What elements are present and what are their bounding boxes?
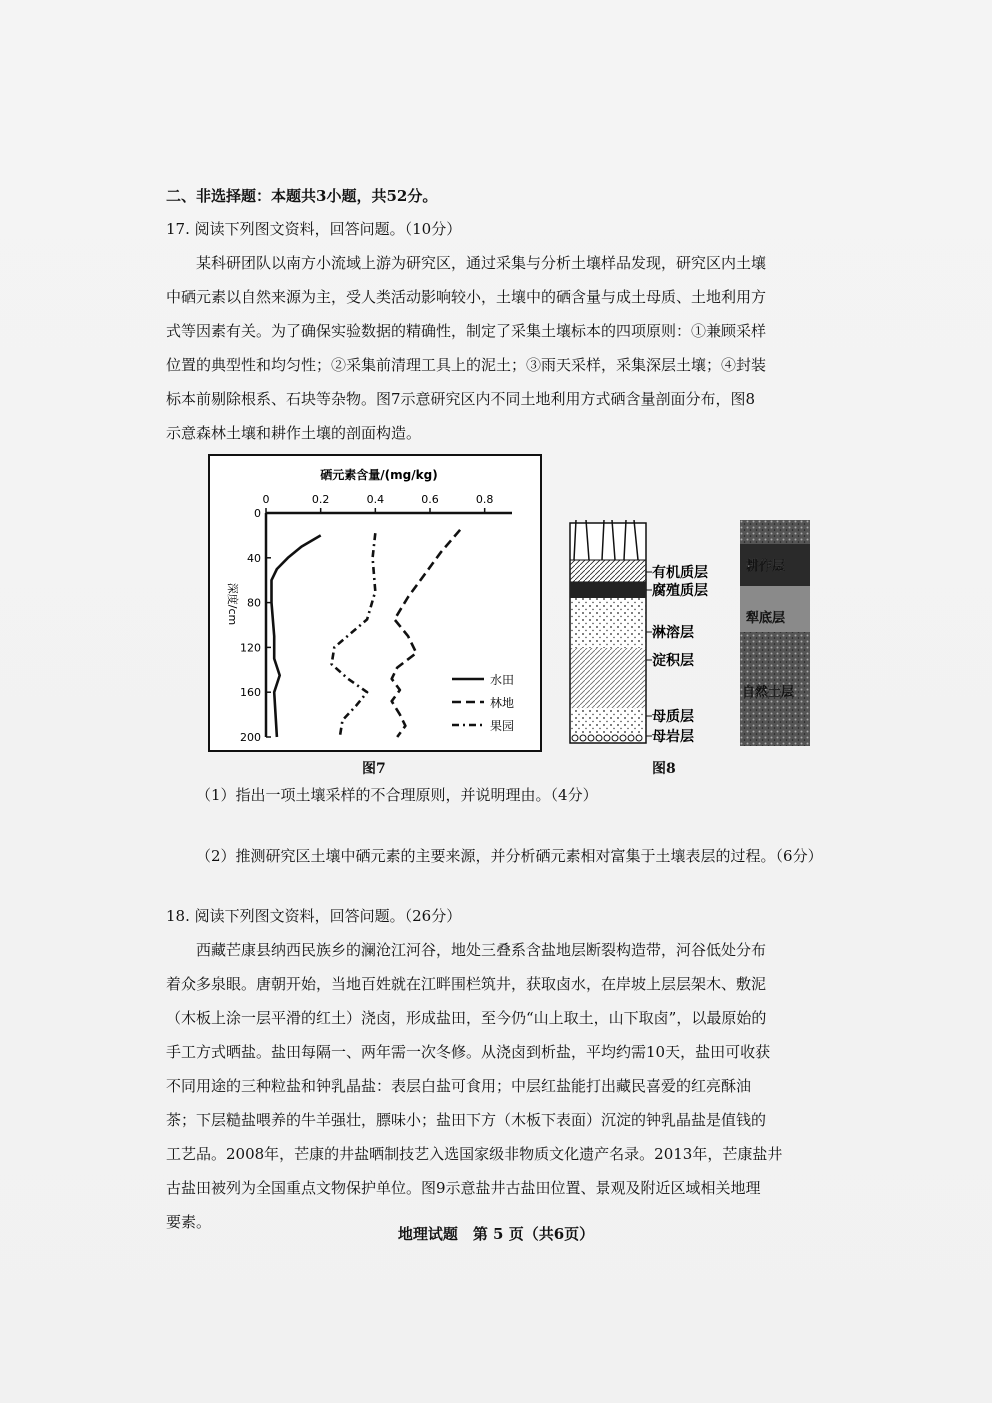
q18-material xyxy=(166,933,832,1239)
legend-label: 林地 xyxy=(490,696,515,710)
q18-line: 工艺品。2008年，芒康的井盐晒制技艺入选国家级非物质文化遗产名录。2013年，芒康盐井 xyxy=(166,1145,783,1163)
page-footer: 地理试题 第 5 页（共6页） xyxy=(397,1225,595,1243)
y-tick-label: 200 xyxy=(240,731,261,744)
q17-line: 中硒元素以自然来源为主，受人类活动影响较小，土壤中的硒含量与成土母质、土地利用方 xyxy=(166,288,767,306)
x-tick-label: 0.2 xyxy=(311,493,330,506)
layer-label: 母质层 xyxy=(652,709,694,725)
q18-line: 要素。 xyxy=(166,1213,212,1231)
y-tick-label: 40 xyxy=(247,551,261,565)
q17-sub2: （2）推测研究区土壤中硒元素的主要来源，并分析硒元素相对富集于土壤表层的过程。（6分） xyxy=(196,847,823,865)
layer-label: 耕作层 xyxy=(746,559,786,574)
layer-label: 淋溶层 xyxy=(652,625,694,641)
fig7-caption: 图7 xyxy=(362,761,386,777)
forest-soil-profile xyxy=(570,520,708,745)
q17-material xyxy=(166,246,832,450)
layer-label: 淀积层 xyxy=(652,653,694,669)
x-tick-label: 0 xyxy=(262,493,270,506)
fig7-x-title: 硒元素含量/(mg/kg) xyxy=(320,468,438,482)
x-tick-label: 0.6 xyxy=(421,493,439,506)
q18-line: 手工方式晒盐。盐田每隔一、两年需一次冬修。从浇卤到析盐，平均约需10天，盐田可收获 xyxy=(166,1043,771,1061)
section-title: 二、非选择题：本题共3小题，共52分。 xyxy=(166,187,438,205)
layer-label: 母岩层 xyxy=(652,729,694,745)
legend-label: 果园 xyxy=(490,719,515,733)
q18-line: 茶；下层糙盐喂养的牛羊强壮，膘味小；盐田下方（木板下表面）沉淀的钟乳晶盐是值钱的 xyxy=(166,1111,767,1129)
y-tick-label: 120 xyxy=(240,641,261,655)
layer-label: 自然土层 xyxy=(742,685,795,700)
fig8-caption: 图8 xyxy=(652,761,676,777)
q17-line: 示意森林土壤和耕作土壤的剖面构造。 xyxy=(166,424,422,442)
q17-title: 17. 阅读下列图文资料，回答问题。（10分） xyxy=(166,220,462,238)
q17-line: 某科研团队以南方小流域上游为研究区，通过采集与分析土壤样品发现，研究区内土壤 xyxy=(196,254,767,272)
fig7-chart xyxy=(208,454,542,752)
fig8-diagram xyxy=(560,520,815,752)
y-tick-label: 0 xyxy=(254,507,261,520)
fig7-y-title: 深度/cm xyxy=(226,582,239,626)
q17-sub1: （1）指出一项土壤采样的不合理原则，并说明理由。（4分） xyxy=(196,786,598,804)
q17-line: 位置的典型性和均匀性；②采集前清理工具上的泥土；③雨天采样，采集深层土壤；④封装 xyxy=(166,356,767,374)
q18-line: 古盐田被列为全国重点文物保护单位。图9示意盐井古盐田位置、景观及附近区域相关地理 xyxy=(166,1179,761,1197)
q18-title: 18. 阅读下列图文资料，回答问题。（26分） xyxy=(166,907,462,925)
layer-label: 有机质层 xyxy=(652,565,708,581)
legend-label: 水田 xyxy=(490,673,515,687)
q18-line: （木板上涂一层平滑的红土）浇卤，形成盐田，至今仍“山上取土，山下取卤”，以最原始的 xyxy=(166,1009,767,1027)
layer-label: 犁底层 xyxy=(746,611,786,626)
y-tick-label: 160 xyxy=(240,686,261,700)
x-tick-label: 0.4 xyxy=(366,493,385,506)
q17-line: 式等因素有关。为了确保实验数据的精确性，制定了采集土壤标本的四项原则：①兼顾采样 xyxy=(166,322,767,340)
farm-soil-profile xyxy=(740,520,810,746)
q18-line: 着众多泉眼。唐朝开始，当地百姓就在江畔围栏筑井，获取卤水，在岸坡上层层架木、敷泥 xyxy=(166,975,767,993)
x-tick-label: 0.8 xyxy=(475,493,494,506)
layer-label: 腐殖质层 xyxy=(652,583,708,599)
y-tick-label: 80 xyxy=(247,596,261,610)
q18-line: 不同用途的三种粒盐和钟乳晶盐：表层白盐可食用；中层红盐能打出藏民喜爱的红亮酥油 xyxy=(166,1077,752,1095)
q17-line: 标本前剔除根系、石块等杂物。图7示意研究区内不同土地利用方式硒含量剖面分布，图8 xyxy=(166,390,756,408)
q18-line: 西藏芒康县纳西民族乡的澜沧江河谷，地处三叠系含盐地层断裂构造带，河谷低处分布 xyxy=(196,941,767,959)
